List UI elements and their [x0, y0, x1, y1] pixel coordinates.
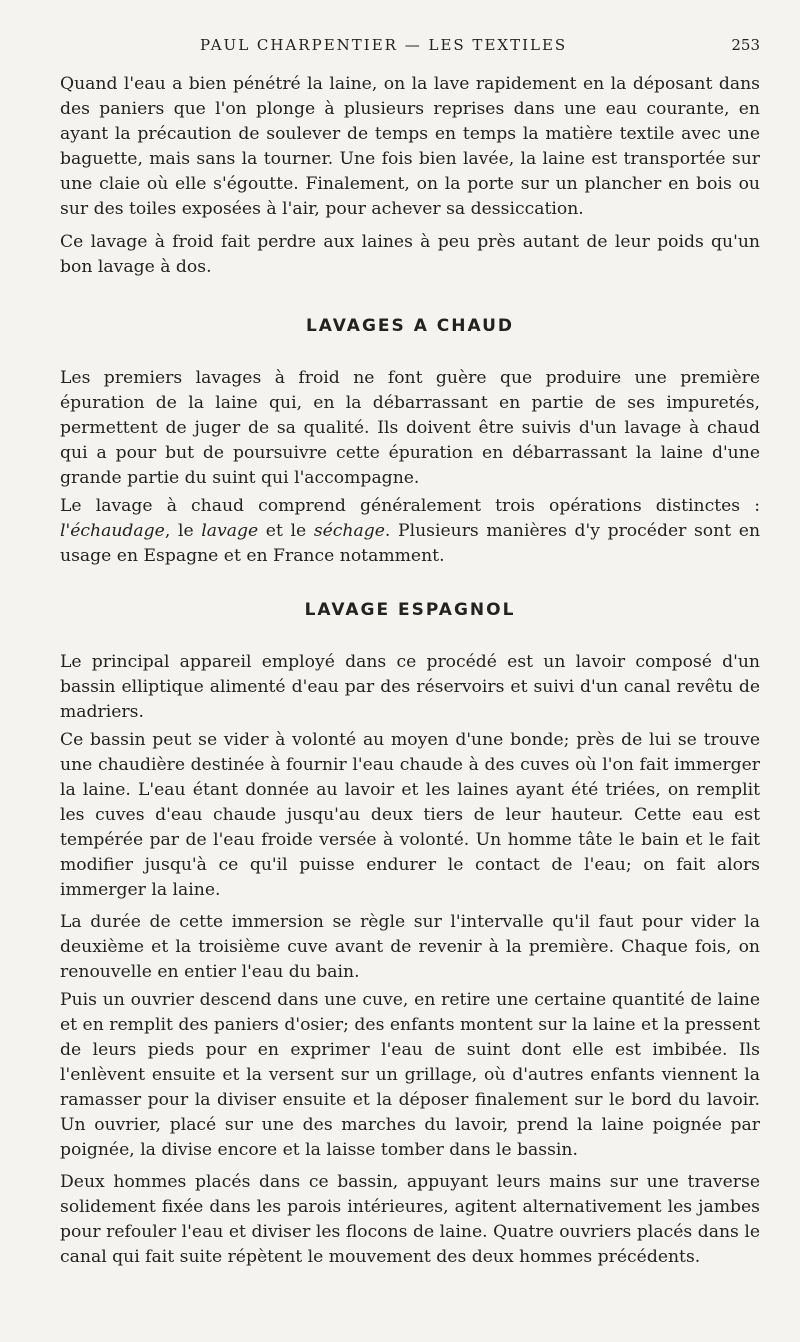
text-run: Le lavage à chaud comprend généralement trois opérations distinctes :	[60, 496, 760, 516]
paragraph: Quand l'eau a bien pénétré la laine, on la lave rapidement en la déposant dans des paniers que l'on plonge à plusieurs reprises dans une eau courante, en ayant la précaution de soulever de temps en temps la matière textile avec une baguette, mais sans la tourner. Une fois bien lavée, la laine est transportée sur une claie où elle s'égoutte. Finalement, on la porte sur un plancher en bois ou sur des toiles exposées à l'air, pour achever sa dessiccation.	[60, 74, 760, 219]
page-number: 253	[731, 36, 760, 54]
paragraph: Puis un ouvrier descend dans une cuve, en retire une certaine quantité de laine et en remplit des paniers d'osier; des enfants montent sur la laine et la pressent de leurs pieds pour en exprimer l'eau de suint dont elle est imbibée. Ils l'enlèvent ensuite et la versent sur un grillage, où d'autres enfants viennent la ramasser pour la diviser ensuite et la déposer finalement sur le bord du lavoir. Un ouvrier, placé sur une des marches du lavoir, prend la laine poignée par poignée, la divise encore et la laisse tomber dans le bassin.	[60, 990, 760, 1160]
paragraph: Les premiers lavages à froid ne font guère que produire une première épuration de la laine qui, en la débarrassant en partie de ses impuretés, permettent de juger de sa qualité. Ils doivent être suivis d'un lavage à chaud qui a pour but de poursuivre cette épuration en débarrassant la laine d'une grande partie du suint qui l'accompagne.	[60, 368, 760, 488]
section-heading: LAVAGE ESPAGNOL	[304, 600, 516, 620]
paragraph: Ce lavage à froid fait perdre aux laines à peu près autant de leur poids qu'un bon lavage à dos.	[60, 232, 760, 277]
paragraph: Ce bassin peut se vider à volonté au moyen d'une bonde; près de lui se trouve une chaudière destinée à fournir l'eau chaude à des cuves où l'on fait immerger la laine. L'eau étant donnée au lavoir et les laines ayant été triées, on remplit les cuves d'eau chaude jusqu'au deux tiers de leur hauteur. Cette eau est tempérée par de l'eau froide versée à volonté. Un homme tâte le bain et le fait modifier jusqu'à ce qu'il puisse endurer le contact de l'eau; on fait alors immerger la laine.	[60, 730, 760, 900]
paragraph: Le principal appareil employé dans ce procédé est un lavoir composé d'un bassin elliptique alimenté d'eau par des réservoirs et suivi d'un canal revêtu de madriers.	[60, 652, 760, 722]
text-run: , le	[164, 521, 202, 541]
italic-term: l'échaudage	[60, 521, 165, 541]
text-run: . Plusieurs manières d'y procéder sont en usage en Espagne et en France notamment.	[60, 521, 761, 566]
paragraph: La durée de cette immersion se règle sur l'intervalle qu'il faut pour vider la deuxième et la troisième cuve avant de revenir à la première. Chaque fois, on renouvelle en entier l'eau du bain.	[60, 912, 760, 982]
running-title: PAUL CHARPENTIER — LES TEXTILES	[200, 36, 568, 54]
running-head	[60, 36, 760, 60]
italic-term: lavage	[201, 521, 259, 541]
text-run: et le	[258, 521, 314, 541]
paragraph: Deux hommes placés dans ce bassin, appuyant leurs mains sur une traverse solidement fixée dans les parois intérieures, agitent alternativement les jambes pour refouler l'eau et diviser les flocons de laine. Quatre ouvriers placés dans le canal qui fait suite répètent le mouvement des deux hommes précédents.	[60, 1172, 760, 1267]
italic-term: séchage	[313, 521, 385, 541]
section-heading: LAVAGES A CHAUD	[305, 316, 515, 336]
paragraph	[60, 494, 760, 569]
